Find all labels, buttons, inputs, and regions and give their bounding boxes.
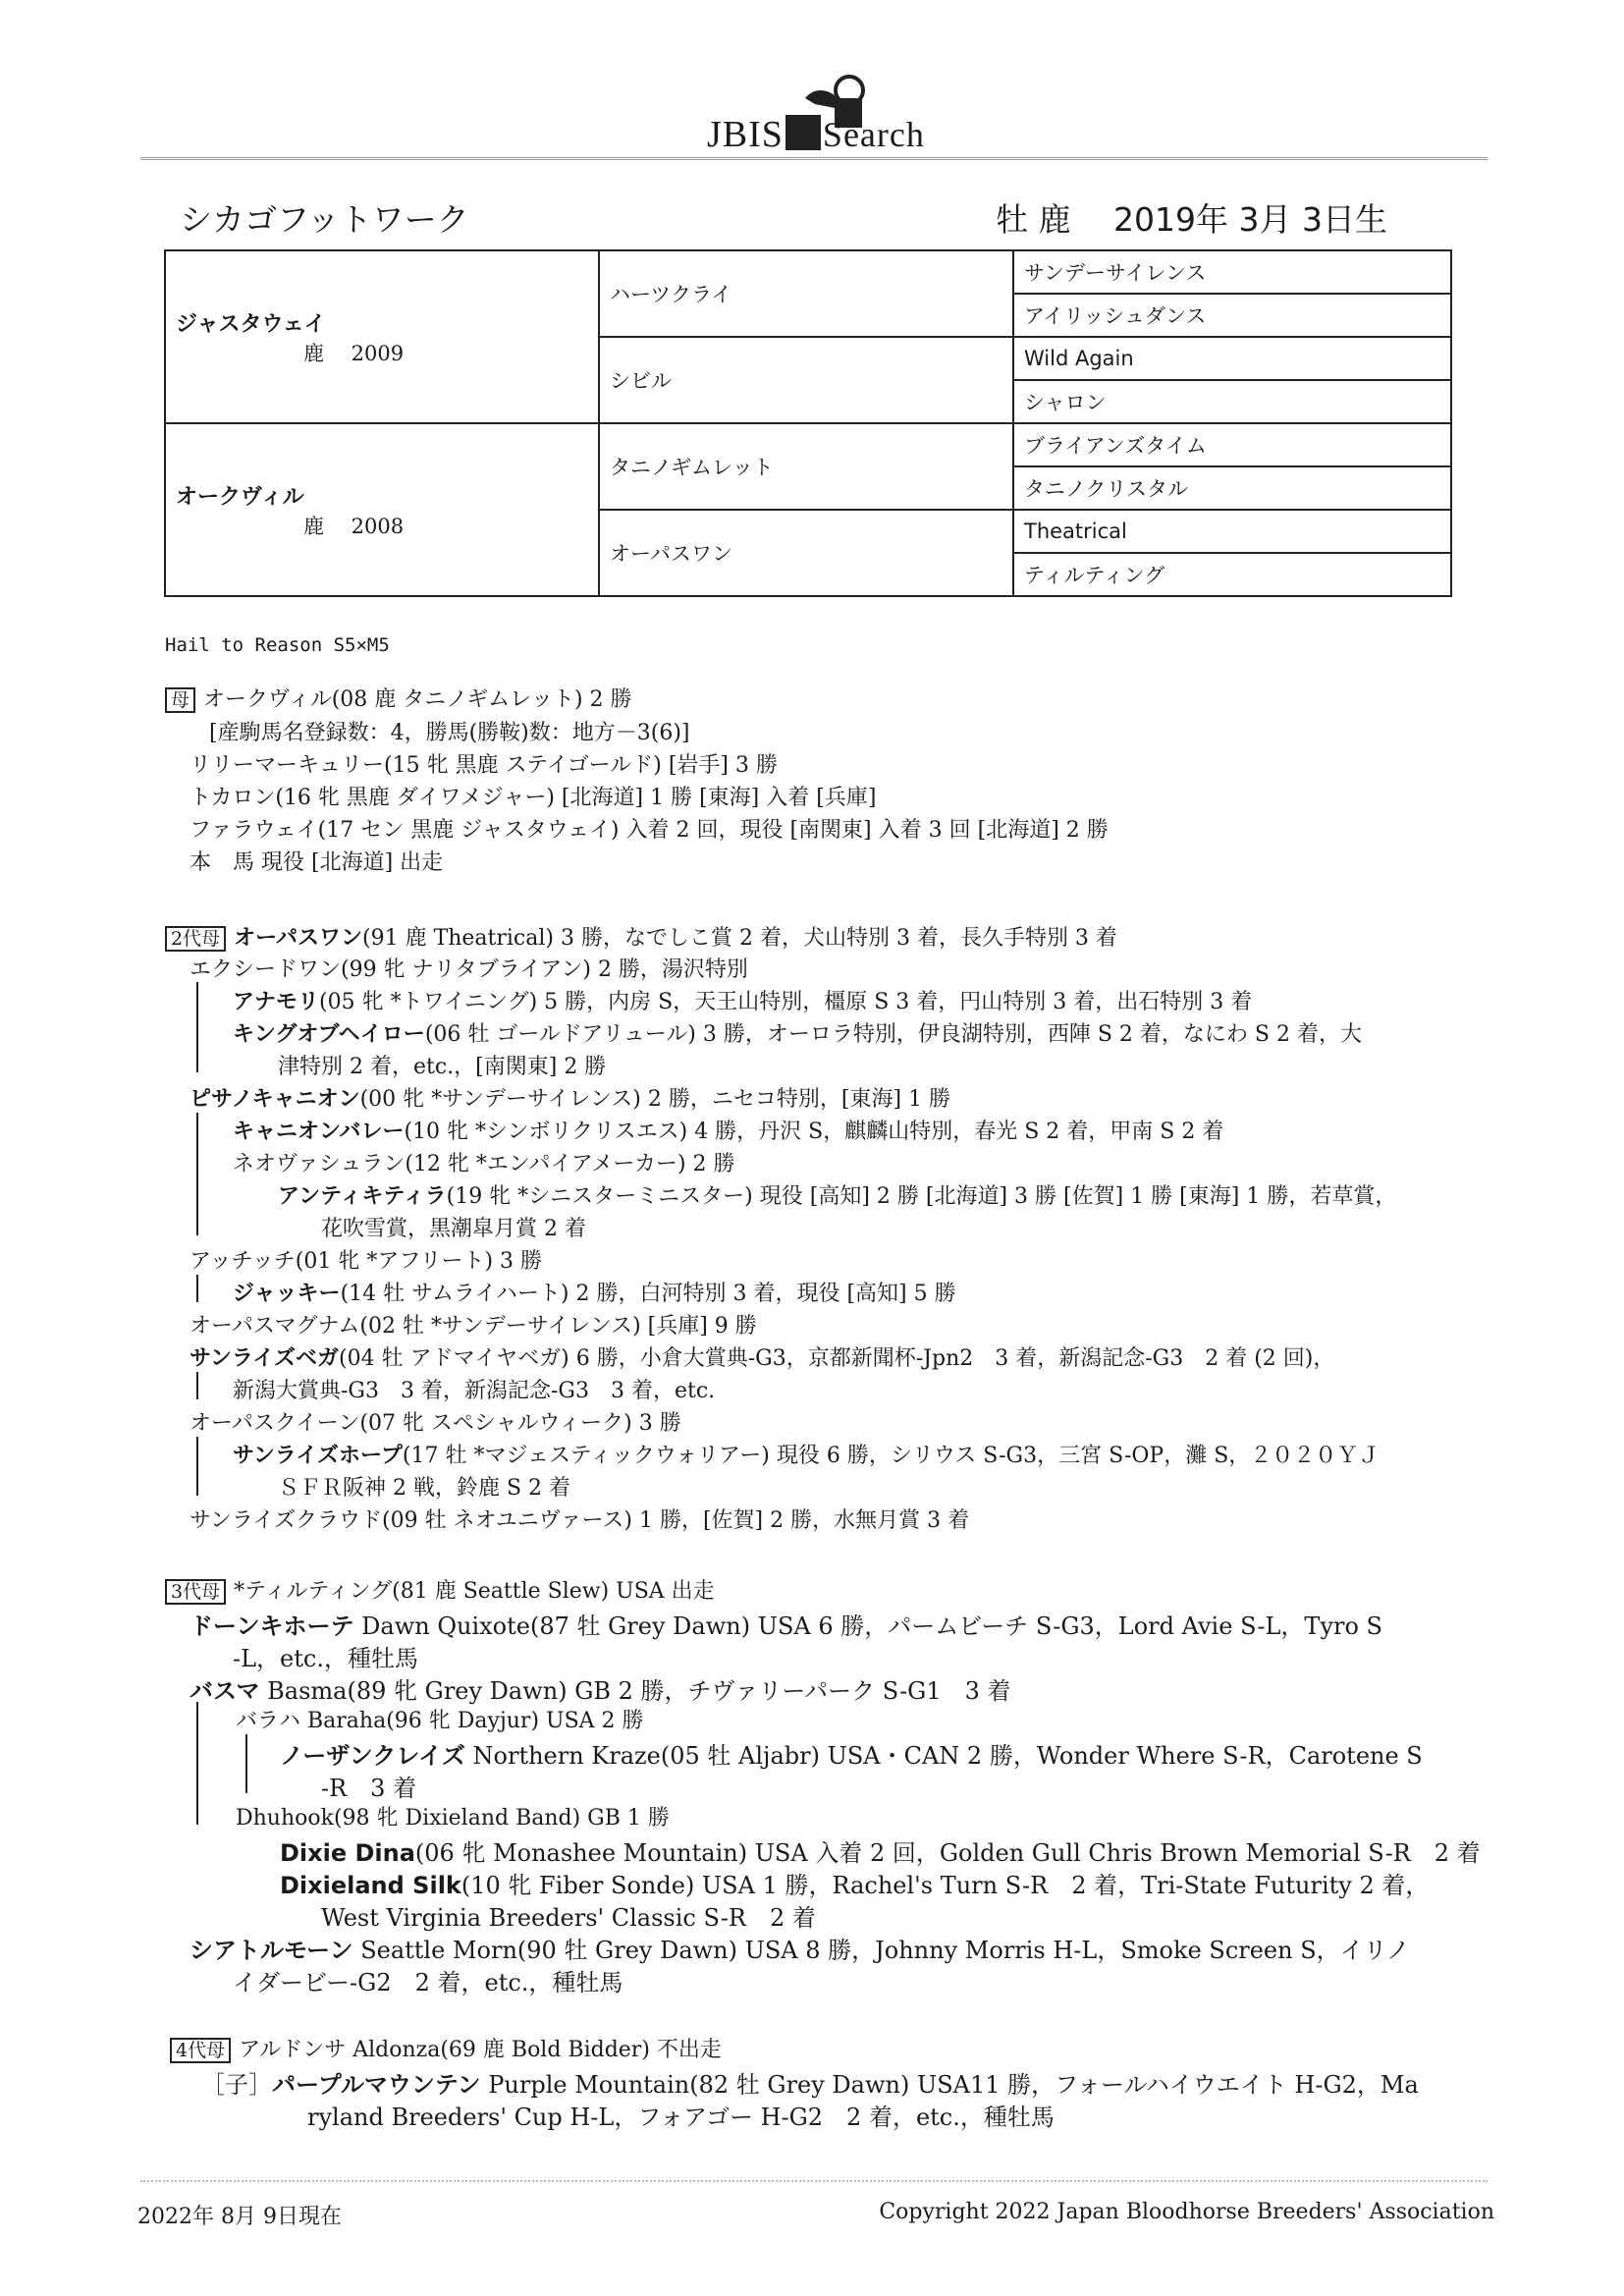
pedigree-g2-cell: タニノギムレット [599,423,1013,510]
footer-rule [140,2180,1488,2182]
family-line [233,1439,1380,1469]
horse-name: シカゴフットワーク [180,200,469,239]
family-line: 津特別 2 着，etc.，[南関東] 2 勝 [278,1055,607,1079]
family-line-bold: パープルマウンテン [272,2071,481,2099]
dam-sub: 鹿 2008 [303,514,405,538]
family-line [233,1017,1362,1048]
family-line-bold: ピサノキャニオン [189,1087,360,1112]
family-line-text: (05 牝 *トワイニング) 5 勝，内房 S，天王山特別，橿原 S 3 着，円山特別 3 着，出石特別 3 着 [319,990,1253,1014]
family-line: アッチッチ(01 牝 *アフリート) 3 勝 [189,1249,543,1274]
tree-bar [196,1275,198,1302]
family-line-text: Northern Kraze(05 牡 Aljabr) USA・CAN 2 勝，Wonder Where S-R，Carotene S [464,1742,1423,1770]
sire-cell [165,250,599,423]
tree-bar [196,1702,198,1825]
family-line-text: (19 牝 *シニスターミニスター) 現役 [高知] 2 勝 [北海道] 3 勝 [佐賀] 1 勝 [東海] 1 勝，若草賞， [446,1184,1397,1209]
family-line: オーパスクイーン(07 牝 スペシャルウィーク) 3 勝 [189,1411,681,1436]
family-line: オーパスマグナム(02 牡 *サンデーサイレンス) [兵庫] 9 勝 [189,1314,757,1339]
fourth-dam-line [170,2033,722,2063]
family-line-text: *ティルティング(81 鹿 Seattle Slew) USA 出走 [234,1579,715,1604]
family-line-text: オークヴィル(08 鹿 タニノギムレット) 2 勝 [203,687,632,712]
family-line: 新潟大賞典-G3 3 着，新潟記念-G3 3 着，etc. [233,1379,716,1403]
family-line [189,1341,1334,1372]
family-line-bold: ドーンキホーテ [189,1613,354,1640]
family-line [280,1866,1429,1900]
section-tag: 4代母 [170,2038,231,2063]
footer-date: 2022年 8月 9日現在 [137,2205,342,2229]
family-line-text: (17 牡 *マジェスティックウォリアー) 現役 6 勝，シリウス S-G3，三宮 S-OP，灘 S，２０２０ＹＪ [402,1444,1380,1468]
logo-text [707,113,925,156]
family-line: サンライズクラウド(09 牡 ネオユニヴァース) 1 勝，[佐賀] 2 勝，水無月賞 3 着 [189,1508,970,1533]
family-line: トカロン(16 牝 黒鹿 ダイワメジャー) [北海道] 1 勝 [東海] 入着 [兵庫] [189,786,877,810]
sire-sub: 鹿 2009 [303,341,405,365]
family-line [189,1671,1011,1706]
family-line-bold: サンライズベガ [189,1346,340,1371]
family-line-bold: Dixieland Silk [280,1872,461,1899]
footer-copyright: Copyright 2022 Japan Bloodhorse Breeders' Association [879,2200,1494,2224]
horse-info: 牡 鹿 2019年 3月 3日生 [996,200,1387,239]
family-line: -R 3 着 [321,1775,417,1802]
family-line: [産駒馬名登録数：4，勝馬(勝鞍)数：地方－3(6)] [209,721,690,745]
pedigree-g2-cell: シビル [599,337,1013,423]
family-line-text: Seattle Morn(90 牡 Grey Dawn) USA 8 勝，Johnny Morris H-L，Smoke Screen S，イリノ [352,1937,1410,1964]
section-tag: 3代母 [165,1579,226,1605]
family-line-text: (04 牡 アドマイヤベガ) 6 勝，小倉大賞典-G3，京都新聞杯-Jpn2 3 着，新潟記念-G3 2 着 (2 回)， [339,1346,1335,1371]
family-line: -L，etc.，種牡馬 [233,1645,418,1672]
pedigree-g3-cell: サンデーサイレンス [1013,250,1451,294]
family-line-bold: キャニオンバレー [233,1120,405,1144]
dam-cell [165,423,599,596]
family-line: イダービー-G2 2 着，etc.，種牡馬 [233,1969,623,1996]
third-dam-line [165,1574,715,1605]
tree-bar [196,1113,198,1235]
logo-jbis: JBIS [707,114,784,155]
family-line: Dhuhook(98 牝 Dixieland Band) GB 1 勝 [236,1806,670,1831]
family-line-text: Dawn Quixote(87 牡 Grey Dawn) USA 6 勝，パームビーチ S-G3，Lord Avie S-L，Tyro S [353,1613,1382,1640]
pedigree-g3-cell: ブライアンズタイム [1013,423,1451,466]
family-line-text: アルドンサ Aldonza(69 鹿 Bold Bidder) 不出走 [239,2038,722,2062]
family-line [189,1607,1382,1641]
family-line: ネオヴァシュラン(12 牝 *エンパイアメーカー) 2 勝 [233,1152,735,1176]
family-line [280,1833,1481,1868]
logo-box [785,115,821,150]
tree-bar [196,1437,198,1496]
family-line-bold: シアトルモーン [189,1937,353,1964]
pedigree-g3-cell: ティルティング [1013,553,1451,596]
family-line-bold: ジャッキー [233,1282,341,1306]
family-line-bold: アナモリ [233,990,320,1014]
family-line: リリーマーキュリー(15 牝 黒鹿 ステイゴールド) [岩手] 3 勝 [189,753,778,778]
pedigree-g3-cell: Wild Again [1013,337,1451,380]
family-line [280,1736,1423,1771]
family-line-text: (14 牡 サムライハート) 2 勝，白河特別 3 着，現役 [高知] 5 勝 [340,1282,956,1306]
dam-name: オークヴィル [176,484,304,510]
pedigree-g2-cell: オーパスワン [599,510,1013,596]
pedigree-g3-cell: アイリッシュダンス [1013,294,1451,337]
family-line-bold: キングオブヘイロー [233,1022,425,1047]
family-line [189,1082,950,1113]
pedigree-g3-cell: タニノクリスタル [1013,466,1451,510]
family-line [201,2065,1419,2100]
second-dam-line [165,921,1117,952]
family-line-text: (10 牝 Fiber Sonde) USA 1 勝，Rachel's Turn S-R 2 着，Tri-State Futurity 2 着， [460,1872,1430,1899]
pedigree-g3-cell: シャロン [1013,380,1451,423]
family-line-bold: バスマ [189,1677,260,1705]
tree-bar [196,982,198,1072]
section-tag: 2代母 [165,926,226,952]
family-line: ryland Breeders' Cup H-L，フォアゴー H-G2 2 着，etc.，種牡馬 [307,2104,1055,2131]
family-line: ファラウェイ(17 セン 黒鹿 ジャスタウェイ) 入着 2 回，現役 [南関東] 入着 3 回 [北海道] 2 勝 [189,818,1109,843]
family-line: West Virginia Breeders' Classic S-R 2 着 [321,1904,816,1932]
pedigree-table [164,249,1452,597]
family-line: バラハ Baraha(96 牝 Dayjur) USA 2 勝 [236,1709,644,1733]
family-line-text: Basma(89 牝 Grey Dawn) GB 2 勝，チヴァリーパーク S-G1 3 着 [259,1677,1011,1705]
family-line-text: (00 牝 *サンデーサイレンス) 2 勝，ニセコ特別，[東海] 1 勝 [359,1087,951,1112]
family-line [233,1277,956,1307]
pedigree-g3-cell: Theatrical [1013,510,1451,553]
family-line-prefix: ［子］ [201,2071,272,2099]
tree-bar [196,1372,198,1399]
family-line-bold: オーパスワン [234,926,362,951]
family-line-text: Purple Mountain(82 牡 Grey Dawn) USA11 勝，フォールハイウエイト H-G2，Ma [480,2071,1419,2099]
family-line: 花吹雪賞，黒潮皐月賞 2 着 [321,1217,586,1241]
family-line-bold: アンティキティラ [278,1184,447,1209]
dam-line [165,683,632,713]
family-line-text: (06 牝 Monashee Mountain) USA 入着 2 回，Golden Gull Chris Brown Memorial S-R 2 着 [414,1839,1481,1867]
family-line: 本 馬 現役 [北海道] 出走 [189,850,444,875]
family-line-bold: サンライズホープ [233,1444,403,1468]
family-line [278,1179,1396,1210]
family-line-bold: ノーザンクレイズ [280,1742,465,1770]
family-line: エクシードワン(99 牝 ナリタブライアン) 2 勝，湯沢特別 [189,957,748,982]
section-tag: 母 [165,687,195,713]
family-line: ＳＦＲ阪神 2 戦，鈴鹿 S 2 着 [278,1476,571,1501]
family-line [189,1931,1410,1965]
sire-name: ジャスタウェイ [176,311,326,337]
header-rule [140,157,1488,160]
logo-search: Search [822,115,925,154]
jbis-logo [707,69,962,157]
inbreeding-note: Hail to Reason S5×M5 [165,634,390,656]
family-line-bold: Dixie Dina [280,1839,415,1867]
tree-bar [245,1734,247,1793]
family-line [233,985,1252,1015]
family-line-text: (06 牡 ゴールドアリュール) 3 勝，オーロラ特別，伊良湖特別，西陣 S 2 着，なにわ S 2 着，大 [424,1022,1362,1047]
family-line-text: (10 牝 *シンボリクリスエス) 4 勝，丹沢 S，麒麟山特別，春光 S 2 着，甲南 S 2 着 [404,1120,1224,1144]
family-line-text: (91 鹿 Theatrical) 3 勝，なでしこ賞 2 着，犬山特別 3 着，長久手特別 3 着 [362,926,1117,951]
pedigree-g2-cell: ハーツクライ [599,250,1013,337]
family-line [233,1115,1223,1145]
